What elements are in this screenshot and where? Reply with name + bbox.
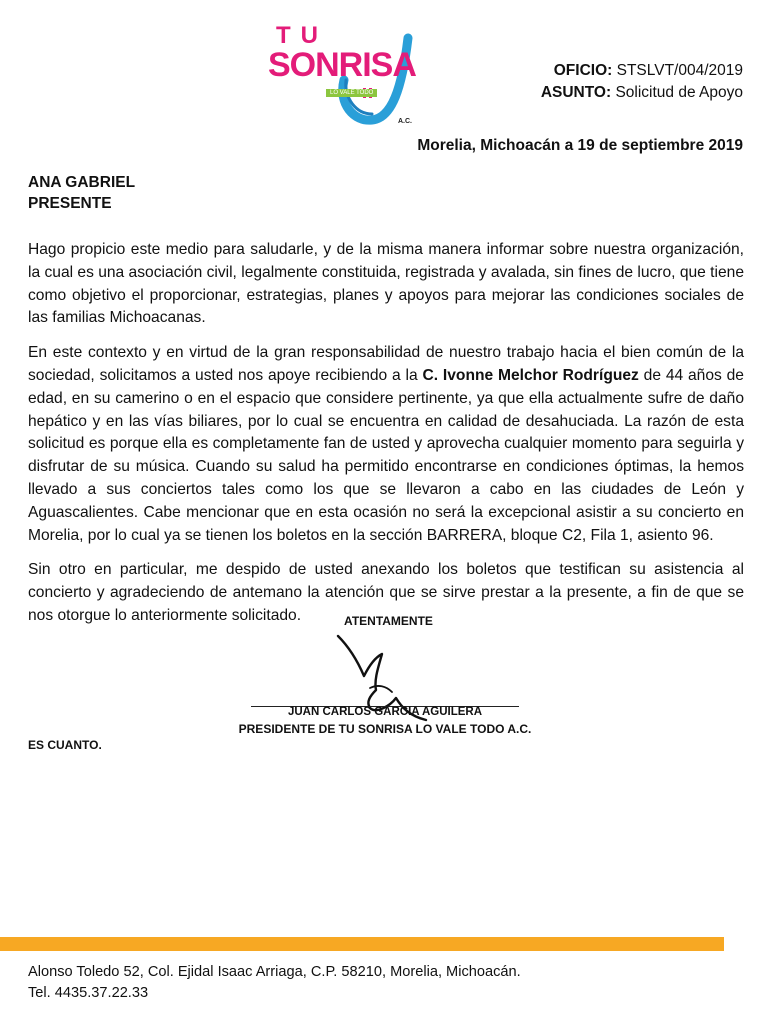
footer-phone: Tel. 4435.37.22.33	[28, 985, 149, 1001]
es-cuanto: ES CUANTO.	[28, 738, 102, 752]
footer-address: Alonso Toledo 52, Col. Ejidal Isaac Arriaga, C.P. 58210, Morelia, Michoacán.	[28, 964, 521, 980]
asunto-label: ASUNTO:	[540, 84, 612, 101]
logo-sonrisa-text: SONRISA	[268, 46, 416, 84]
oficio-label: OFICIO:	[553, 62, 613, 79]
oficio-value: STSLVT/004/2019	[616, 62, 743, 79]
paragraph-2-part-a: En este contexto y en virtud de la gran responsabilidad de nuestro trabajo hacia el bien común de la sociedad, solicitamos a usted nos apoye recibiendo a la	[28, 344, 744, 384]
logo-tu-text: TU	[276, 22, 328, 49]
paragraph-2-part-b: de 44 años de edad, en su camerino o en el espacio que considere pertinente, ya que ella actualmente sufre de daño hepático y en las vías biliares, por lo cual se encuentra en calidad de desahuciada. La razón de esta solicitud es porque ella es completamente fan de usted y aprovecha cualquier momento para seguirla y disfrutar de su música. Cuando su salud ha permitido encontrarse en condiciones óptimas, la hemos llevado a sus conciertos tales como los que se llevaron a cabo en las ciudades de León y Aguascalientes. Cabe mencionar que en esta ocasión no será la excepcional asistir a su concierto en Morelia, por lo cual ya se tienen los boletos en la sección BARRERA, bloque C2, Fila 1, asiento 96.	[28, 366, 744, 544]
signer-title: PRESIDENTE DE TU SONRISA LO VALE TODO A.C.	[238, 722, 532, 736]
paragraph-2	[28, 342, 744, 547]
organization-logo	[268, 18, 418, 130]
footer-contact	[28, 962, 521, 1004]
addressee-block	[28, 172, 135, 214]
logo-ac: A.C.	[398, 118, 412, 125]
person-name: C. Ivonne Melchor Rodríguez	[422, 366, 639, 384]
addressee-presente: PRESENTE	[28, 195, 112, 212]
paragraph-1: Hago propicio este medio para saludarle, y de la misma manera informar sobre nuestra organización, la cual es una asociación civil, legalmente constituida, registrada y avalada, sin fines de lucro, que tiene como objetivo el proporcionar, estrategias, planes y apoyos para mejorar las condiciones sociales de las familias Michoacanas.	[28, 241, 744, 327]
addressee-name: ANA GABRIEL	[28, 174, 136, 191]
date-line: Morelia, Michoacán a 19 de septiembre 2019	[417, 137, 743, 154]
asunto-line	[541, 82, 743, 104]
oficio-line	[554, 60, 743, 82]
paragraph-3: Sin otro en particular, me despido de usted anexando los boletos que testifican su asistencia al concierto y agradeciendo de antemano la atención que se sirve prestar a la presente, a fin de que se nos otorgue lo anteriormente solicitado.	[28, 561, 744, 624]
logo-tagline: LO VALE TODO	[326, 89, 377, 97]
asunto-value: Solicitud de Apoyo	[615, 84, 743, 101]
letter-body	[28, 239, 744, 640]
signer-name: JUAN CARLOS GARCIA AGUILERA	[287, 706, 482, 718]
footer-bar	[0, 937, 724, 951]
closing-atentamente: ATENTAMENTE	[344, 614, 433, 628]
